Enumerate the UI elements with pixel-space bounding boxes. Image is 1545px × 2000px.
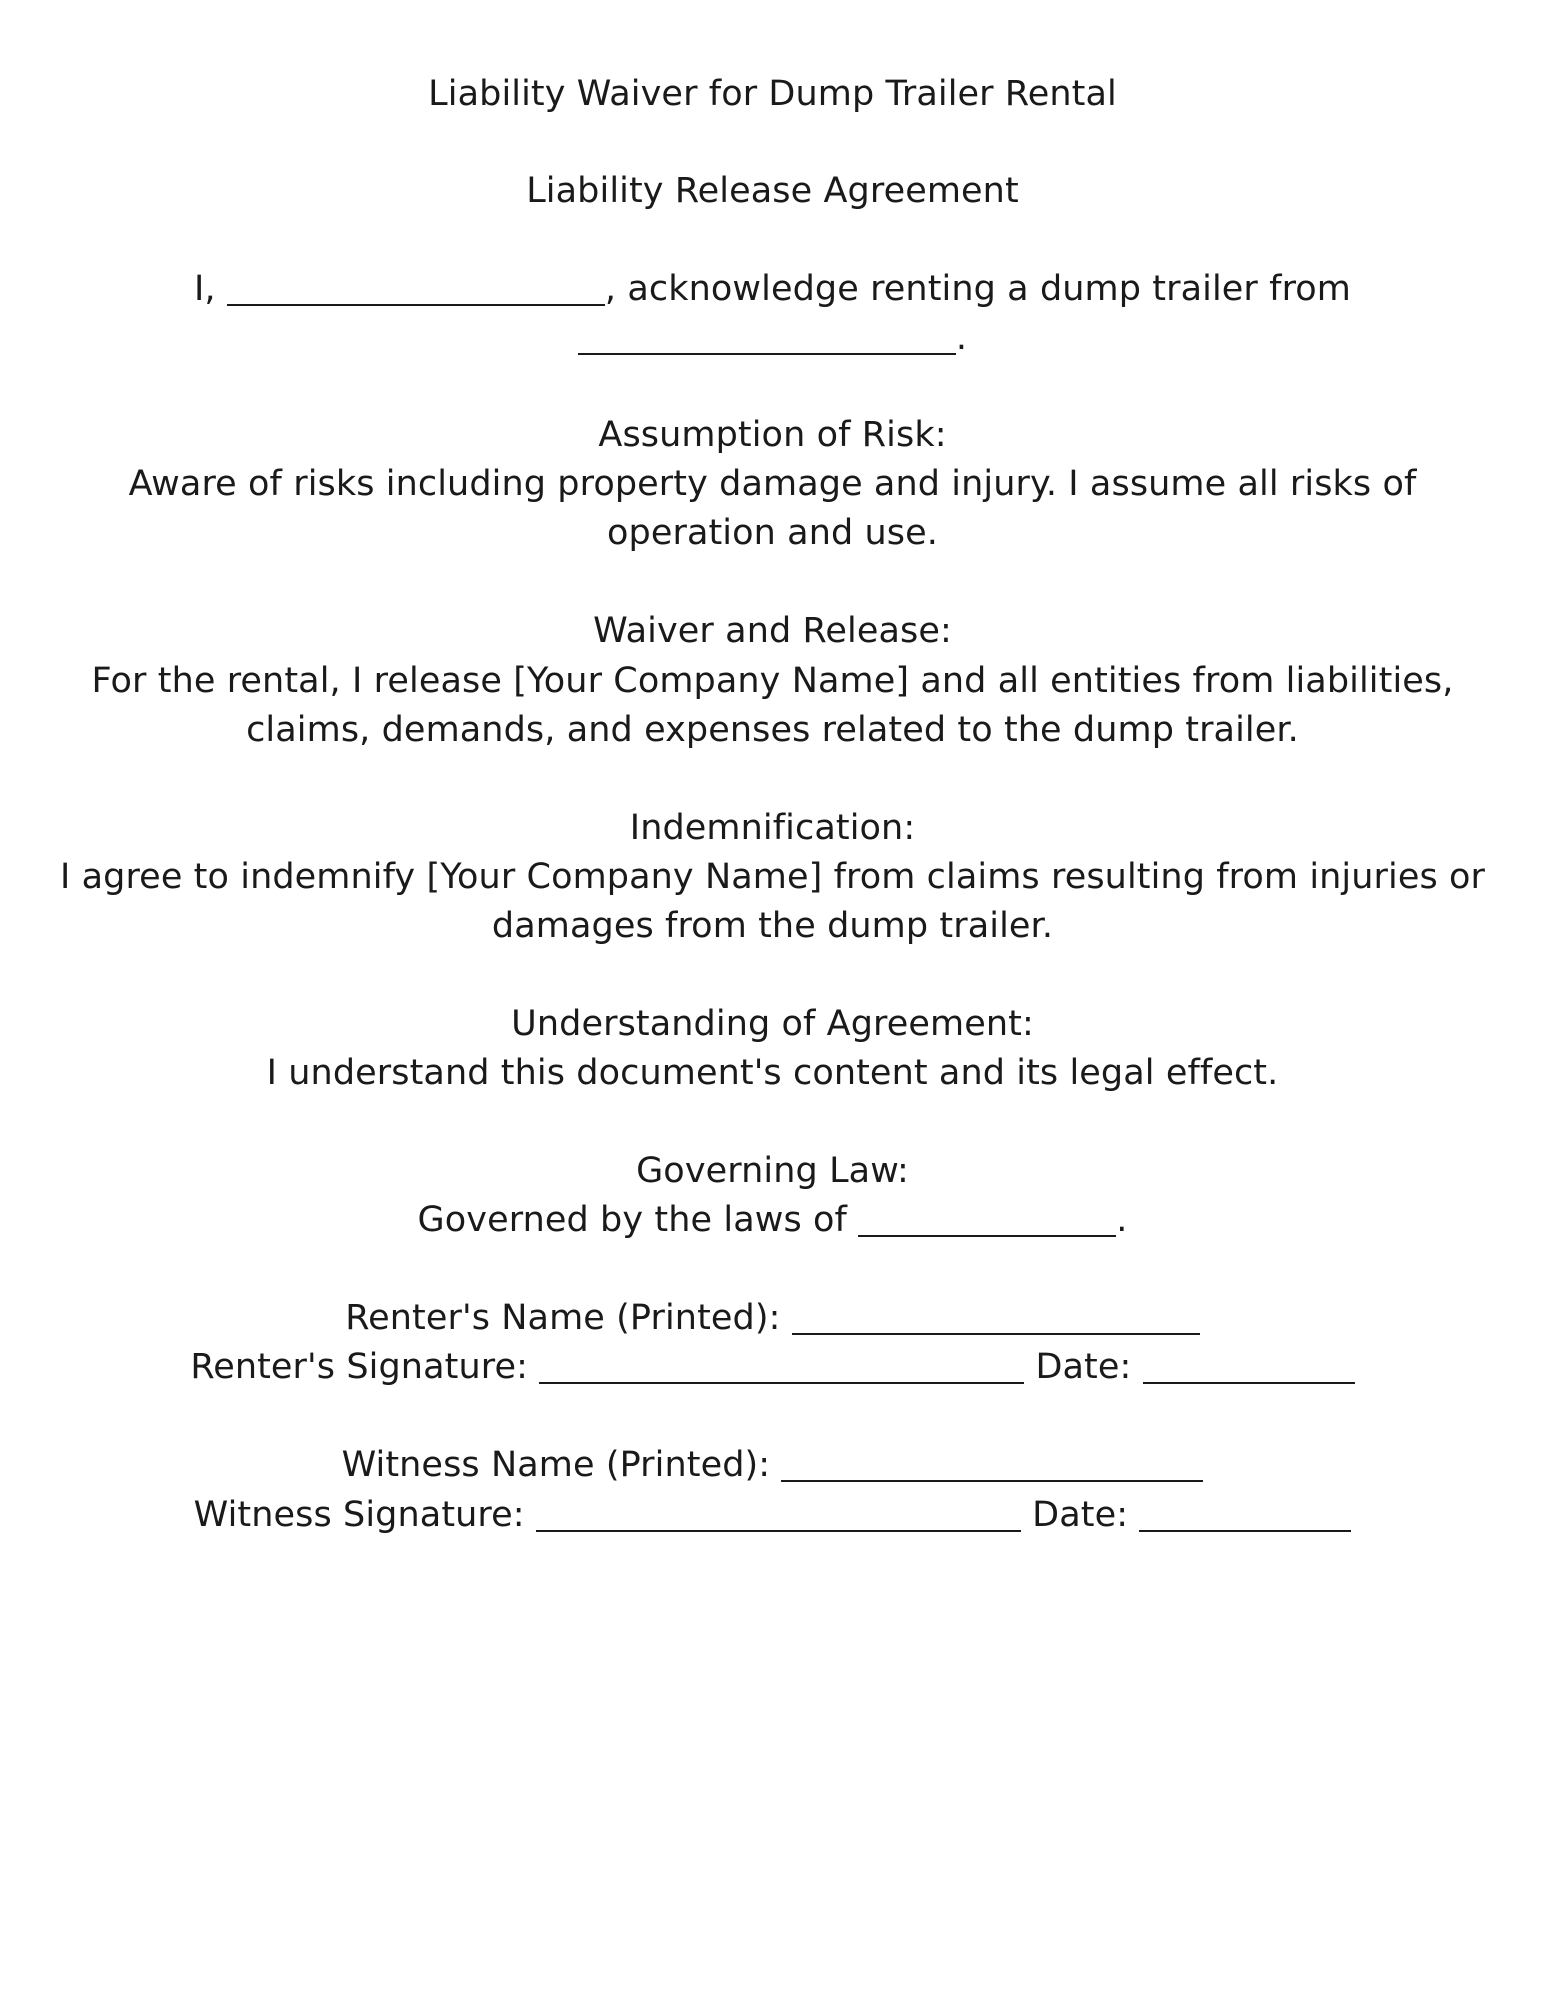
- indemnification-text-2: damages from the dump trailer.: [491, 906, 1054, 946]
- understanding-line-1: [40, 1048, 1505, 1098]
- renter-name-label: Renter's Name (Printed):: [345, 1298, 781, 1338]
- waiver-heading: [40, 606, 1505, 656]
- governing-heading-text: Governing Law:: [636, 1151, 909, 1191]
- governing-suffix: .: [1116, 1200, 1128, 1240]
- assumption-text-2: operation and use.: [606, 513, 939, 553]
- intro-middle: , acknowledge renting a dump trailer from: [604, 269, 1351, 309]
- assumption-text-1: Aware of risks including property damage and injury. I assume all risks of: [128, 464, 1417, 504]
- governing-heading: [40, 1146, 1505, 1196]
- governing-line: [40, 1195, 1505, 1245]
- renter-date-blank[interactable]: [1143, 1348, 1355, 1384]
- renter-signature-blank[interactable]: [539, 1348, 1024, 1384]
- understanding-heading-text: Understanding of Agreement:: [511, 1004, 1034, 1044]
- assumption-line-1: [40, 459, 1505, 509]
- document-subtitle: [40, 166, 1505, 216]
- intro-suffix: .: [955, 318, 968, 358]
- assumption-heading: [40, 410, 1505, 460]
- waiver-text-2: claims, demands, and expenses related to the dump trailer.: [246, 710, 1299, 750]
- witness-date-label: Date:: [1032, 1495, 1129, 1535]
- witness-signature-label: Witness Signature:: [193, 1495, 525, 1535]
- waiver-heading-text: Waiver and Release:: [593, 611, 952, 651]
- subtitle-text: Liability Release Agreement: [526, 171, 1019, 211]
- renter-name-line: [40, 1293, 1505, 1343]
- renter-date-label: Date:: [1035, 1347, 1132, 1387]
- governing-prefix: Governed by the laws of: [417, 1200, 847, 1240]
- renter-printed-name-blank[interactable]: [792, 1299, 1200, 1335]
- witness-name-line: [40, 1440, 1505, 1490]
- indemnification-line-2: [40, 901, 1505, 951]
- witness-signature-line: [40, 1490, 1505, 1540]
- waiver-line-2: [40, 705, 1505, 755]
- assumption-heading-text: Assumption of Risk:: [598, 415, 947, 455]
- title-text: Liability Waiver for Dump Trailer Rental: [428, 74, 1117, 114]
- intro-line-2: [40, 313, 1505, 363]
- waiver-line-1: [40, 656, 1505, 706]
- intro-prefix: I,: [194, 269, 216, 309]
- renter-signature-label: Renter's Signature:: [190, 1347, 528, 1387]
- indemnification-line-1: [40, 852, 1505, 902]
- understanding-heading: [40, 999, 1505, 1049]
- indemnification-heading-text: Indemnification:: [629, 808, 916, 848]
- company-name-blank[interactable]: [578, 319, 956, 355]
- witness-signature-blank[interactable]: [536, 1496, 1021, 1532]
- understanding-text-1: I understand this document's content and its legal effect.: [266, 1053, 1279, 1093]
- assumption-line-2: [40, 508, 1505, 558]
- governing-state-blank[interactable]: [858, 1201, 1116, 1237]
- witness-printed-name-blank[interactable]: [781, 1446, 1203, 1482]
- indemnification-heading: [40, 803, 1505, 853]
- document-title: [40, 69, 1505, 119]
- witness-date-blank[interactable]: [1139, 1496, 1351, 1532]
- intro-line: [40, 264, 1505, 314]
- witness-name-label: Witness Name (Printed):: [341, 1445, 771, 1485]
- renter-signature-line: [40, 1342, 1505, 1392]
- indemnification-text-1: I agree to indemnify [Your Company Name] from claims resulting from injuries or: [59, 857, 1486, 897]
- waiver-text-1: For the rental, I release [Your Company Name] and all entities from liabilities,: [91, 661, 1454, 701]
- renter-name-blank[interactable]: [227, 270, 605, 306]
